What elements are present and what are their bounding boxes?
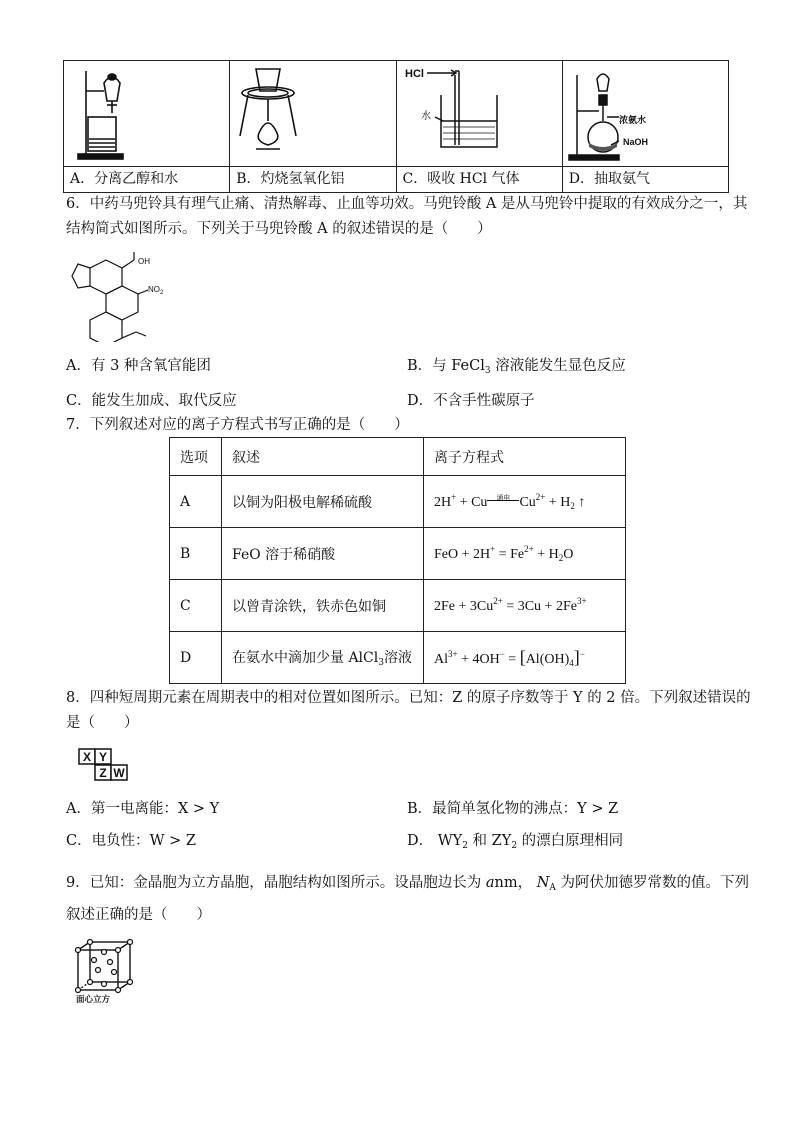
apparatus-cell-c	[396, 61, 562, 193]
apparatus-cell-d	[562, 61, 728, 193]
q8-stem-line1: 8．四种短周期元素在周期表中的相对位置如图所示。已知：Z 的原子序数等于 Y 的 2 倍。下列叙述错误的	[66, 690, 751, 706]
row-description: 以曾青涂铁，铁赤色如铜	[222, 580, 424, 632]
apparatus-cell-b	[230, 61, 396, 193]
header-description: 叙述	[222, 438, 424, 476]
q6-option-d: D．不含手性碳原子	[407, 393, 535, 409]
hcl-label: HCl	[404, 68, 424, 80]
naoh-label: NaOH	[622, 137, 648, 147]
q6-stem-line1: 6．中药马兜铃具有理气止痛、清热解毒、止血等功效。马兜铃酸 A 是从马兜铃中提取的有效成分之一，其	[66, 196, 748, 212]
header-equation: 离子方程式	[424, 438, 626, 476]
q9-stem-line1: 9．已知：金晶胞为立方晶胞，晶胞结构如图所示。设晶胞边长为 anm， $N_A$ 为阿伏加德罗常数的值。下列	[66, 875, 749, 893]
cell-x: X	[82, 750, 92, 764]
option-d-label: D．抽取氨气	[563, 166, 728, 192]
table-row	[170, 632, 626, 684]
water-label: 水	[420, 111, 431, 122]
svg-text:NO2	[148, 285, 164, 296]
cell-y: Y	[98, 750, 108, 764]
aristolochic-acid-structure	[66, 252, 176, 342]
table-row	[170, 580, 626, 632]
row-option: D	[170, 632, 222, 684]
row-equation: $Al^{3+} + 4OH^- = [Al(OH)_4]^-$	[424, 632, 626, 684]
q6-stem-line2: 结构简式如图所示。下列关于马兜铃酸 A 的叙述错误的是（ ）	[66, 221, 492, 237]
q6-option-c: C．能发生加成、取代反应	[66, 393, 237, 409]
fcc-unit-cell-figure	[74, 938, 138, 1006]
row-option: A	[170, 476, 222, 528]
cell-w: W	[113, 766, 125, 780]
apparatus-table	[63, 60, 729, 193]
table-row	[170, 528, 626, 580]
hcl-absorption-figure	[397, 61, 562, 166]
q6-option-b: B．与 FeCl$_3$ 溶液能发生显色反应	[407, 358, 626, 376]
q8-option-c: C．电负性：W > Z	[66, 833, 196, 849]
q8-option-a: A．第一电离能：X > Y	[66, 801, 220, 817]
option-a-label: A．分离乙醇和水	[64, 166, 229, 192]
q8-option-d: D． $WY_2$ 和 $ZY_2$ 的漂白原理相同	[407, 833, 624, 851]
crucible-tripod-figure	[230, 61, 395, 166]
apparatus-cell-a	[64, 61, 230, 193]
ammonia-solution-label: 浓氨水	[618, 116, 646, 126]
table-row	[170, 476, 626, 528]
row-equation: $2Fe + 3Cu^{2+} = 3Cu + 2Fe^{3+}$	[424, 580, 626, 632]
q6-option-a: A．有 3 种含氧官能团	[66, 358, 211, 374]
cell-z: Z	[99, 766, 107, 780]
no2-subscript: 2	[160, 290, 164, 296]
separatory-funnel-figure	[64, 61, 229, 166]
row-equation: 2H+ + Cu 通电 $Cu^{2+} + H_2$ ↑	[424, 476, 626, 528]
row-option: C	[170, 580, 222, 632]
row-equation: FeO + $2H^+ = Fe^{2+} + H_2O$	[424, 528, 626, 580]
row-description: 以铜为阳极电解稀硫酸	[222, 476, 424, 528]
fcc-label: 面心立方	[76, 995, 111, 1005]
option-c-label: C．吸收 HCl 气体	[397, 166, 562, 192]
q8-stem-line2: 是（ ）	[66, 715, 139, 731]
q7-stem: 7．下列叙述对应的离子方程式书写正确的是（ ）	[66, 417, 409, 433]
row-option: B	[170, 528, 222, 580]
header-option: 选项	[170, 438, 222, 476]
q9-stem-line2: 叙述正确的是（ ）	[66, 907, 211, 923]
oh-label: OH	[138, 257, 150, 266]
q8-option-b: B．最简单氢化物的沸点：Y > Z	[407, 801, 619, 817]
row-description: 在氨水中滴加少量 AlCl$_3$溶液	[222, 632, 424, 684]
option-b-label: B．灼烧氢氧化铝	[230, 166, 395, 192]
row-description: FeO 溶于稀硝酸	[222, 528, 424, 580]
periodic-table-fragment	[78, 748, 136, 784]
no2-label: NO	[148, 285, 160, 294]
ammonia-generation-figure	[563, 61, 728, 166]
ionic-equation-table	[169, 437, 626, 684]
